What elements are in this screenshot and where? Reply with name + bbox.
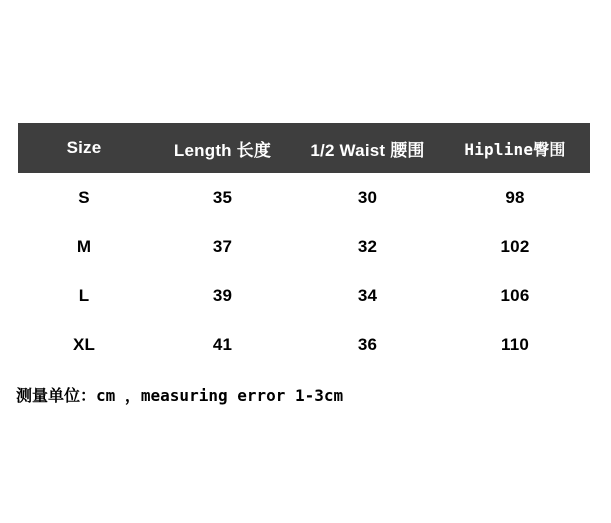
cell-length: 41 bbox=[212, 334, 233, 354]
cell-length: 37 bbox=[212, 236, 233, 256]
header-cell-length: Length 长度 bbox=[173, 140, 272, 160]
cell-size: L bbox=[78, 285, 90, 305]
cell-length: 35 bbox=[212, 187, 233, 207]
cell-hipline: 98 bbox=[505, 187, 525, 207]
cell-size: M bbox=[76, 236, 92, 256]
cell-waist: 30 bbox=[357, 187, 378, 207]
cell-waist: 36 bbox=[357, 334, 378, 354]
cell-hipline: 106 bbox=[500, 285, 530, 305]
table-row-s bbox=[18, 173, 590, 222]
cell-length: 39 bbox=[212, 285, 233, 305]
header-cell-waist: 1/2 Waist 腰围 bbox=[310, 140, 425, 160]
cell-hipline: 110 bbox=[500, 334, 530, 354]
header-cell-size: Size bbox=[66, 138, 102, 157]
table-header-row bbox=[18, 123, 590, 173]
table-row-l bbox=[18, 271, 590, 320]
table-row-xl bbox=[18, 320, 590, 369]
header-cell-hipline: Hipline臀围 bbox=[464, 139, 566, 159]
measurement-note: 测量单位：cm ，measuring error 1-3cm bbox=[16, 386, 344, 405]
size-chart-table bbox=[18, 123, 590, 369]
cell-size: S bbox=[78, 187, 90, 207]
cell-hipline: 102 bbox=[500, 236, 530, 256]
table-row-m bbox=[18, 222, 590, 271]
cell-waist: 34 bbox=[357, 285, 378, 305]
cell-waist: 32 bbox=[357, 236, 378, 256]
cell-size: XL bbox=[72, 334, 96, 354]
